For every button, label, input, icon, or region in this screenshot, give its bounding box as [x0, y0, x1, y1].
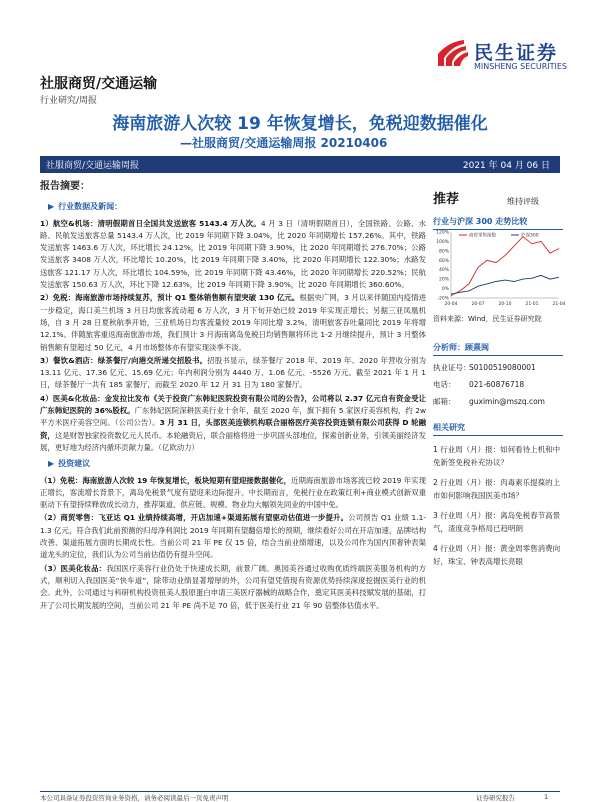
related-item[interactable]: 3 行业周（月）报：离岛免税春节高景气，渣度竞争格局已趋明朗: [433, 511, 561, 533]
y-tick-label: 40%: [438, 268, 449, 274]
chart-axes: [436, 230, 566, 308]
paragraph-body: 我国医疗美容行业仍处于快速成长期，前景广阔。奥园美谷通过收购优质终端医美服务机构的方式，顺利切入我国医美“快车道”，除带动业绩显著增厚的外，公司有望凭借现有资源优势持续深度挖掘医美行业的机会。此外，公司通过与科研机构投资扭美人股原蛋白申请三美医疗器械的战略合作，奠定其医美科技赋发展的基础，打开了公司长期发展的空间，当前公司 21 年 PE 尚不足 70 倍，低于医美行业 21 年 90 倍整体估值水平。: [40, 563, 426, 610]
chart-source: 资料来源：Wind，民生证券研究院: [433, 315, 542, 323]
chart-heading: 行业与沪深 300 走势比较: [433, 216, 563, 230]
recommendation: 推荐: [433, 192, 460, 207]
company-logo: [434, 36, 584, 76]
chart-legend: [459, 232, 539, 239]
paragraph-body: 广东韩妃医院深耕医美行业十余年，截至 2020 年，旗下拥有 5 家医疗美容机构，约 2w 平方米医疗美容空间。（公司公告）。: [40, 406, 426, 428]
analyst-row-key: 电话：: [433, 380, 456, 389]
analyst-row: [433, 362, 563, 373]
related-research: [433, 422, 563, 568]
paragraph-catering: [40, 355, 426, 392]
page-number: 1: [544, 793, 549, 801]
report-date: 2021 年 04 月 06 日: [462, 161, 550, 171]
email-link[interactable]: guximin@mszq.com: [469, 397, 545, 406]
section-industry-data: [48, 201, 426, 213]
analyst-row: [433, 379, 563, 390]
section-title: 投资建议: [58, 459, 91, 469]
main-column: [40, 181, 426, 613]
paragraph-body: 根据央广网，3 月以来伴随国内疫情进一步稳定，海口美兰机场 3 月日均旅客流动超 6 万人次，3 月下旬开始已较 2019 年实现正增长；另据三亚凤凰机场，自 3 月 28 日夏秋航季开始，三亚机场日均客流量较 2019 年同比增 3.2%，清明旅客吞吐量同比 2019 年将增 12.1%。伴随旅客重返海南旅游市场，我们预计 3 月海南离岛免税日均销售额将环比 1-2 月继续提升，预计 3 月整体销售额有望超过 50 亿元，4 月市场整体亦有望实现淡季不淡。: [40, 293, 426, 352]
header-bar-label: 社服商贸/交通运输周报: [46, 161, 140, 171]
logo-text-cn: 民生证券: [474, 42, 559, 64]
sidebar: [433, 188, 566, 566]
footer-divider: [40, 791, 560, 792]
paragraph-lead: （1）免税：海南旅游人次较 19 年恢复增长，板块短期有望迎接数据催化，: [40, 475, 292, 485]
trend-chart: [433, 226, 566, 310]
paragraph-body: 公司预告 Q1 业绩 1.1-1.3 亿元，符合我们此前预测的归母净利润比 2019 年同期有望翻倍增长的预期，继续看好公司在开店加速，品牌结构改善、渠道拓展方面的长期成长性。当前公司 21 年 PE 仅 15 倍，结合当前业绩增速，以及公司作为国内顶奢钟表渠道龙头的定位，我们认为公司当前估值仍有提升空间。: [40, 513, 426, 560]
analyst-heading: 分析师：顾熹闽: [433, 342, 563, 356]
x-tick-label: 20-04: [444, 302, 458, 307]
related-item[interactable]: 4 行业周（月）报：黄金周零售消费向好，珠宝、钟表高增长亮眼: [433, 544, 561, 566]
y-tick-label: -20%: [437, 296, 449, 302]
report-subtitle: —社服商贸/交通运输周报 20210406: [180, 136, 388, 150]
analyst-row: [433, 396, 563, 407]
header-bar: [40, 156, 560, 173]
phone-number: 021-60876718: [469, 380, 525, 389]
paragraph-lead: 3 月 31 日，头部医美连锁机构联合丽格医疗美容投资连锁有限公司获得 D 轮融资，: [40, 418, 426, 440]
analyst-block: [433, 342, 563, 407]
y-tick-label: 100%: [436, 239, 449, 245]
paragraph-lead: （2）商贸零售：飞亚达 Q1 业绩持续高增，开店加速+渠道拓展有望驱动估值进一步提升。: [40, 513, 349, 523]
y-tick-label: 0%: [441, 287, 449, 293]
legend-label: 商贸零售指数: [469, 233, 496, 239]
paragraph-lead: 2）免税：海南旅游市场持续复苏，预计 Q1 整体销售额有望突破 130 亿元。: [40, 293, 300, 303]
logo-text-en: MINSHENG SECURITIES: [474, 62, 567, 71]
paragraph-aviation: [40, 218, 426, 292]
paragraph-medical-beauty: [40, 393, 426, 454]
paragraph-inv-cosmetics: [40, 563, 426, 612]
analyst-row-key: 邮箱：: [433, 397, 456, 406]
footer-disclaimer: 本公司具备证券投资咨询业务资格，请务必阅读最后一页免责声明: [40, 794, 229, 802]
sector-heading: 社服商贸/交通运输: [40, 76, 158, 92]
summary-heading: 报告摘要：: [40, 181, 90, 192]
report-type: 行业研究/周报: [40, 96, 98, 106]
paragraph-inv-dutyfree: [40, 475, 426, 512]
section-title: 行业数据及新闻：: [58, 202, 123, 212]
report-title: 海南旅游人次较 19 年恢复增长，免税迎数据催化: [112, 114, 488, 134]
legend-label: 沪深300: [521, 233, 539, 239]
arrow-icon: ▶: [48, 459, 55, 469]
chart-lines: [451, 237, 559, 296]
license-number: S0100519080001: [469, 363, 536, 372]
paragraph-body: 这是财智独家投资数亿元人民币。本轮融资后，联合丽格将进一步巩固头部地位，探索创新业务，引领美丽经济发展，更好地为经济内循环贡献力量。（亿欧动力）: [40, 430, 426, 452]
paragraph-body: 4 月 3 日（清明假期首日），全国铁路、公路、水路、民航发送旅客总量 5143.4 万人次，比 2019 年同期下降 3.04%，比 2020 年同期增长 157.26%。其中，铁路发送旅客 1463.6 万人次，环比增长 24.12%，比 2019 年同期下降 3.90%，比 2020 年同期增长 276.70%；公路发送旅客 3408 万人次，环比增长 10.20%，比 2019 年同期下降 3.40%，比 2020 年同期增长 122.30%；水路发送旅客 121.17 万人次，环比增长 104.59%，比 2019 年同期下降 43.46%，比 2020 年同期增长 220.52%；民航发送旅客 150.63 万人次，环比下降 12.63%，比 2019 年同期下降 3.90%，比 2020 年同期增长 360.60%。: [40, 218, 426, 290]
x-tick-label: 21-04: [552, 302, 566, 307]
paragraph-lead: 3）餐饮&酒店：绿茶餐厅/向港交所递交招股书。: [40, 355, 208, 365]
arrow-icon: ▶: [48, 202, 55, 212]
y-tick-label: 120%: [436, 230, 449, 236]
minsheng-logo-icon: [434, 36, 470, 72]
section-investment: [48, 458, 426, 470]
x-tick-label: 21-01: [525, 302, 539, 307]
related-item[interactable]: 1 行业周（月）报：如何看待上机和中免新签免税补充协议？: [433, 445, 561, 467]
x-tick-label: 20-07: [471, 302, 485, 307]
paragraph-lead: （3）医美化妆品：: [40, 563, 107, 573]
paragraph-lead: 1）航空&机场：清明假期首日全国共发送旅客 5143.4 万人次。: [40, 218, 261, 228]
x-tick-label: 20-10: [498, 302, 512, 307]
series-line: [451, 237, 559, 296]
related-heading: 相关研究: [433, 422, 563, 436]
y-tick-label: 80%: [438, 249, 449, 255]
paragraph-body: 近期海南旅游市场客流已较 2019 年实现正增长，客流增长背景下，离岛免税景气度有望迎来边际提升。中长期而言，免税行业在政策红利+商业模式创新双重驱动下有望持续释放成长动力，推荐渠道、供应链、规模、物业均大幅领先同业的中国中免。: [40, 475, 427, 510]
y-tick-label: 60%: [438, 258, 449, 264]
paragraph-inv-retail: [40, 512, 426, 561]
paragraph-body: 招股书显示，绿茶餐厅 2018 年、2019 年、2020 年营收分别为 13.11 亿元、17.36 亿元、15.69 亿元；年内利润分别为 4440 万、1.06 亿元、-5526 万元。截至 2021 年 1 月 1 日，绿茶餐厅一共有 185 家餐厅，而截至 2020 年 12 月 31 日为 180 家餐厅。: [40, 355, 426, 390]
y-tick-label: 20%: [438, 277, 449, 283]
footer-report-label: 证券研究报告: [476, 794, 515, 802]
analyst-row-key: 执业证号：: [433, 363, 471, 372]
paragraph-lead: 4）医美&化妆品：金发拉比发布《关于投资广东韩妃医院投资有限公司的公告》，公司将以 2.37 亿元自有资金受让广东韩妃医院的 36%股权。: [40, 393, 426, 416]
rating: 维持评级: [507, 197, 539, 206]
related-item[interactable]: 2 行业周（月）报：肉毒素乐提葆的上市如何影响我国医美市场？: [433, 478, 561, 500]
paragraph-dutyfree: [40, 292, 426, 353]
